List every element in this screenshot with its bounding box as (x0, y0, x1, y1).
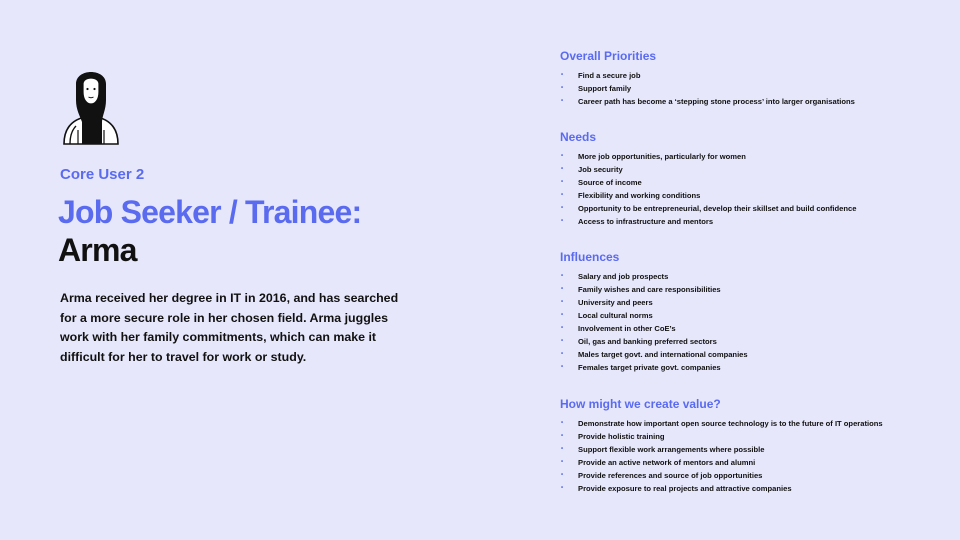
list-item: • Involvement in other CoE’s (560, 322, 950, 335)
section-list (560, 417, 950, 495)
list-item: • Support family (560, 82, 950, 95)
section-create-value (560, 397, 950, 495)
persona-bio: Arma received her degree in IT in 2016, and has searched for a more secure role in her chosen field. Arma juggles work with her family commitments, which can make it difficult for her to travel for work or study. (60, 291, 399, 364)
list-item: • Salary and job prospects (560, 270, 950, 283)
list-item: • Provide exposure to real projects and attractive companies (560, 482, 950, 495)
list-item: • Local cultural norms (560, 309, 950, 322)
list-item: • Support flexible work arrangements where possible (560, 443, 950, 456)
list-item: • Females target private govt. companies (560, 361, 950, 374)
section-list (560, 150, 950, 228)
persona-name: Arma (58, 232, 137, 268)
list-item: • Provide references and source of job opportunities (560, 469, 950, 482)
persona-eyebrow: Core User 2 (60, 166, 145, 183)
list-item: • Career path has become a ‘stepping stone process’ into larger organisations (560, 95, 950, 108)
section-heading: Influences (560, 250, 620, 264)
persona-avatar-illustration (58, 62, 124, 146)
section-overall-priorities (560, 49, 950, 108)
list-item: • Family wishes and care responsibilities (560, 283, 950, 296)
list-item: • University and peers (560, 296, 950, 309)
section-list (560, 270, 950, 374)
list-item: • Oil, gas and banking preferred sectors (560, 335, 950, 348)
list-item: • More job opportunities, particularly for women (560, 150, 950, 163)
list-item: • Source of income (560, 176, 950, 189)
list-item: • Provide an active network of mentors and alumni (560, 456, 950, 469)
persona-title: Job Seeker / Trainee: (58, 194, 362, 230)
section-heading: Overall Priorities (560, 49, 657, 63)
list-item: • Demonstrate how important open source technology is to the future of IT operations (560, 417, 950, 430)
list-item: • Find a secure job (560, 69, 950, 82)
list-item: • Flexibility and working conditions (560, 189, 950, 202)
list-item: • Opportunity to be entrepreneurial, develop their skillset and build confidence (560, 202, 950, 215)
section-needs (560, 130, 950, 228)
list-item: • Access to infrastructure and mentors (560, 215, 950, 228)
list-item: • Provide holistic training (560, 430, 950, 443)
section-heading: How might we create value? (560, 397, 721, 411)
section-heading: Needs (560, 130, 597, 144)
section-influences (560, 250, 950, 374)
section-list (560, 69, 950, 108)
list-item: • Males target govt. and international companies (560, 348, 950, 361)
list-item: • Job security (560, 163, 950, 176)
